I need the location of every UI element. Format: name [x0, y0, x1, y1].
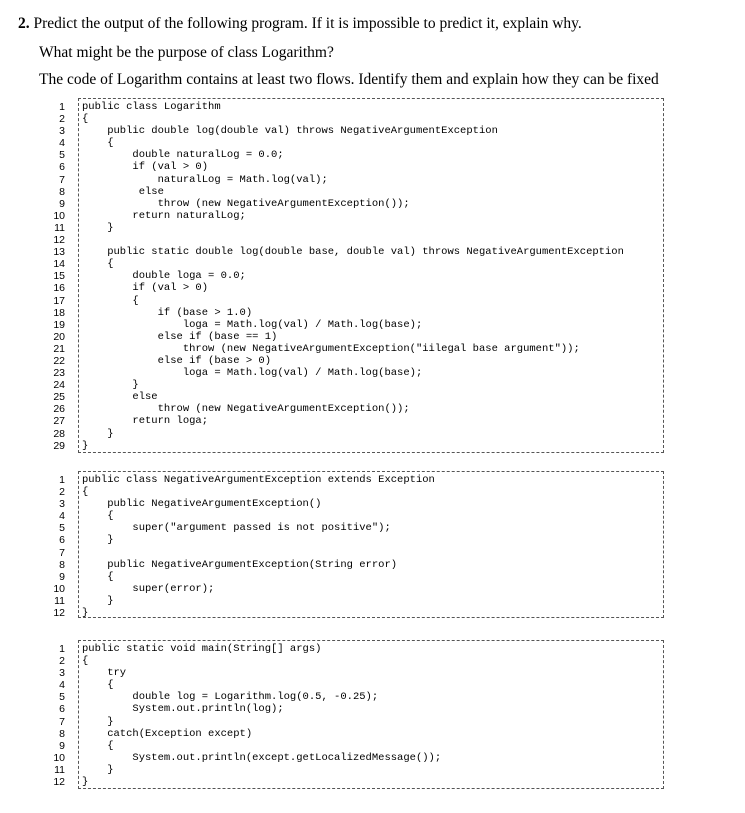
code-line: {	[82, 570, 114, 583]
code-line: loga = Math.log(val) / Math.log(base);	[82, 367, 423, 380]
code-line: {	[82, 486, 89, 499]
line-number: 4	[59, 510, 65, 523]
line-number: 7	[59, 173, 65, 186]
code-line	[82, 234, 624, 246]
code-line: }	[82, 379, 139, 392]
code-line: return loga;	[82, 415, 209, 428]
code-line: public static void main(String[] args)	[82, 643, 322, 655]
code-line: public NegativeArgumentException(String error)	[82, 558, 398, 571]
line-number: 22	[53, 354, 65, 367]
code-line: }	[82, 221, 114, 234]
code-line: }	[82, 534, 114, 547]
line-number: 6	[59, 161, 65, 174]
line-numbers	[47, 474, 65, 619]
line-number: 6	[59, 703, 65, 716]
line-number: 18	[53, 306, 65, 319]
line-number: 24	[53, 379, 65, 392]
code-line: {	[82, 739, 114, 752]
line-number: 5	[59, 149, 65, 162]
line-number: 26	[53, 403, 65, 416]
line-number: 25	[53, 391, 65, 404]
code-line: else if (base > 0)	[82, 354, 272, 367]
line-number: 13	[53, 246, 65, 259]
code-line: }	[82, 427, 114, 440]
question-number: 2.	[18, 15, 30, 32]
line-number: 1	[59, 101, 65, 113]
line-number: 27	[53, 415, 65, 428]
code-line: {	[82, 137, 114, 150]
code-line: }	[82, 763, 114, 776]
code-line: {	[82, 510, 114, 523]
line-number: 2	[59, 113, 65, 126]
code-line: {	[82, 679, 114, 692]
line-number: 5	[59, 522, 65, 535]
code-line: if (base > 1.0)	[82, 306, 253, 319]
code-line: try	[82, 667, 127, 680]
line-number: 5	[59, 691, 65, 704]
line-number: 1	[59, 643, 65, 655]
code-text	[82, 474, 435, 619]
line-number: 4	[59, 137, 65, 150]
line-number: 3	[59, 125, 65, 138]
line-number: 2	[59, 655, 65, 668]
code-line: naturalLog = Math.log(val);	[82, 173, 328, 186]
code-line: if (val > 0)	[82, 161, 209, 174]
code-line: catch(Exception except)	[82, 727, 253, 740]
line-number: 29	[53, 439, 65, 452]
line-number: 8	[59, 727, 65, 740]
code-line: System.out.println(except.getLocalizedMessage());	[82, 751, 442, 764]
code-text	[82, 101, 624, 452]
code-line: {	[82, 655, 89, 668]
line-number: 11	[54, 594, 65, 607]
line-number: 15	[53, 270, 65, 283]
line-number: 10	[53, 751, 65, 764]
line-number: 14	[53, 258, 65, 271]
line-number: 7	[59, 546, 65, 559]
line-number: 2	[59, 486, 65, 499]
line-number: 21	[53, 342, 65, 355]
code-line: double naturalLog = 0.0;	[82, 149, 284, 162]
code-line: super(error);	[82, 582, 215, 595]
code-line: super("argument passed is not positive");	[82, 522, 391, 535]
code-line: public class Logarithm	[82, 101, 221, 113]
code-line: }	[82, 715, 114, 728]
line-number: 20	[53, 330, 65, 343]
line-number: 1	[59, 474, 65, 486]
code-text	[82, 643, 441, 788]
code-line: public NegativeArgumentException()	[82, 498, 322, 511]
line-number: 12	[53, 776, 65, 789]
line-number: 10	[53, 209, 65, 222]
code-line: else	[82, 185, 164, 198]
code-line: public static double log(double base, double val) throws NegativeArgumentException	[82, 246, 624, 259]
code-line: }	[82, 594, 114, 607]
code-line: throw (new NegativeArgumentException("iilegal base argument"));	[82, 342, 580, 355]
line-number: 11	[54, 763, 65, 776]
line-number: 7	[59, 715, 65, 728]
line-number: 3	[59, 667, 65, 680]
line-number: 19	[53, 318, 65, 331]
code-line: return naturalLog;	[82, 209, 246, 222]
code-line: public double log(double val) throws NegativeArgumentException	[82, 125, 498, 138]
line-number: 12	[53, 234, 65, 247]
line-number: 4	[59, 679, 65, 692]
line-number: 6	[59, 534, 65, 547]
code-line: throw (new NegativeArgumentException());	[82, 197, 410, 210]
code-line: double loga = 0.0;	[82, 270, 246, 283]
code-line: else if (base == 1)	[82, 330, 278, 343]
line-number: 8	[59, 185, 65, 198]
code-line: loga = Math.log(val) / Math.log(base);	[82, 318, 423, 331]
code-line: else	[82, 391, 158, 404]
code-line: throw (new NegativeArgumentException());	[82, 403, 410, 416]
line-number: 9	[59, 570, 65, 583]
code-line: }	[82, 607, 89, 620]
line-number: 16	[53, 282, 65, 295]
question-flows: The code of Logarithm contains at least two flows. Identify them and explain how they can be fixed	[39, 71, 659, 88]
code-line: }	[82, 776, 89, 789]
line-number: 11	[54, 221, 65, 234]
line-number: 10	[53, 582, 65, 595]
code-line: }	[82, 439, 89, 452]
line-number: 23	[53, 367, 65, 380]
line-number: 9	[59, 739, 65, 752]
question-prompt: Predict the output of the following program. If it is impossible to predict it, explain why.	[33, 15, 582, 32]
line-number: 28	[53, 427, 65, 440]
code-line: {	[82, 258, 114, 271]
line-number: 17	[53, 294, 65, 307]
line-number: 9	[59, 197, 65, 210]
code-line: {	[82, 113, 89, 126]
question-line-1	[18, 15, 582, 33]
code-line: System.out.println(log);	[82, 703, 284, 716]
code-line: {	[82, 294, 139, 307]
line-numbers	[47, 643, 65, 788]
code-line: if (val > 0)	[82, 282, 209, 295]
line-number: 8	[59, 558, 65, 571]
code-line: public class NegativeArgumentException extends Exception	[82, 474, 435, 486]
code-line	[82, 547, 435, 559]
line-numbers	[47, 101, 65, 452]
line-number: 12	[53, 607, 65, 620]
question-purpose: What might be the purpose of class Logarithm?	[39, 44, 334, 61]
code-line: double log = Logarithm.log(0.5, -0.25);	[82, 691, 379, 704]
line-number: 3	[59, 498, 65, 511]
